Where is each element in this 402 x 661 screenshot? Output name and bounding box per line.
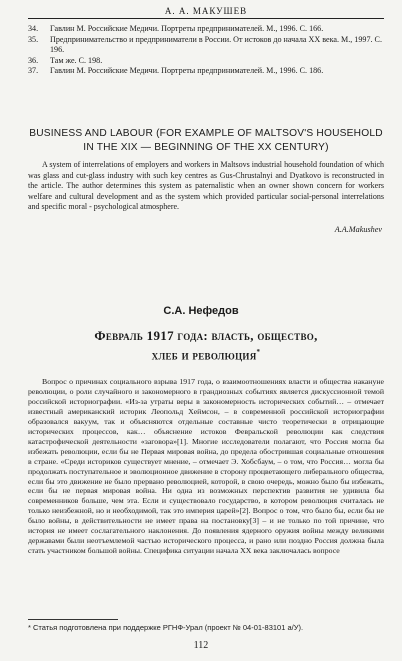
reference-number: 35. [28,34,39,44]
reference-item [28,66,384,77]
article-author: С.А. Нефедов [163,305,239,317]
reference-text: Там же. С. 198. [50,55,103,65]
article-body [28,377,384,556]
reference-item [28,24,384,35]
reference-list [28,24,384,77]
body-paragraph: Вопрос о причинах социального взрыва 1917 года, о взаимоотношениях власти и общества накануне революции, о роли случайного и закономерного в грандиозных событиях является дискуссионной темой российской историографии. «Из-за утраты веры в закономерность исторических событий… – отмечает известный американский историк Леопольд Хеймсон, – в современной российской историографии образовался вакуум, так и объясняются отдельные составные чисто теоретически в отрицающие исторических процессов, как… объяснение истоков Февральской революции как следствия катастрофической деятельности «заговора»[1]. Многие исследователи полагают, что Россия могла бы избежать революции, если бы не Первая мировая война, до предела обострившая социальные отношения в стране. «Среди историков существует мнение, – отмечает Э. Хобсбаум, – о том, что Россия… могла бы продолжать поступательное и эволюционное движение в сторону процветающего либерального общества, если бы это движение не было прервано революцией, которой, в свою очередь, можно было бы избежать, если бы не первая мировая война. Ни одна из возможных перспектив развития не удивила бы современников больше, чем эта. Если и существовало государство, в котором революция считалась не только неизбежной, но и необходимой, так это империя царей»[2]. Вопрос о том, что было бы, если бы не было войны, в действительности не имеет права на постановку[3] – и не только по той причине, что история не имеет сослагательного наклонения. До появления ядерного оружия войны между великими державами были неотъемлемой частью исторического процесса, и рано или поздно Россия должна была стать участником большой войны. Специфика ситуации начала XX века заключалась вопросе [28,377,384,556]
reference-number: 37. [28,66,39,76]
reference-text: Гавлин М. Российские Медичи. Портреты предпринимателей. М., 1996. С. 186. [50,66,324,76]
english-title: BUSINESS AND LABOUR (FOR EXAMPLE OF MALTSOV'S HOUSEHOLD IN THE XIX — BEGINNING OF THE XX CENTURY) [29,128,383,153]
reference-item [28,56,384,67]
footnote: * Статья подготовлена при поддержке РГНФ-Урал (проект № 04-01-83101 а/У). [28,623,304,632]
footnote-divider [28,619,118,620]
reference-item [28,35,384,56]
reference-text: Гавлин М. Российские Медичи. Портреты предпринимателей. М., 1996. С. 166. [50,24,324,33]
reference-text: Предпринимательство и предприниматели в России. От истоков до начала XX века. М., 1997. С. 196. [50,34,382,55]
article-title [28,328,384,363]
english-abstract: A system of interrelations of employers and workers in Maltsovs industrial household foundation of which was glass and cut-glass industry with such key centres as Gus-Chrustalnyi and Dyatkovo is reconstructed in the article. The author determines this system as paternalistic when an owner shown concern for workers welfare and cultural development and as the system which provided particular social-personal interrelations and specific moral - psychological atmosphere. [28,160,384,211]
page-number: 112 [193,640,209,651]
article-title-line-2: хлеб и революция [151,347,257,363]
article-title-line-1: Февраль 1917 года: власть, общество, [94,328,318,343]
running-head: А. А. МАКУШЕВ [28,6,384,19]
reference-number: 36. [28,55,39,65]
english-author: A.A.Makushev [334,225,382,234]
reference-number: 34. [28,24,39,33]
footnote-marker: * [256,348,261,356]
